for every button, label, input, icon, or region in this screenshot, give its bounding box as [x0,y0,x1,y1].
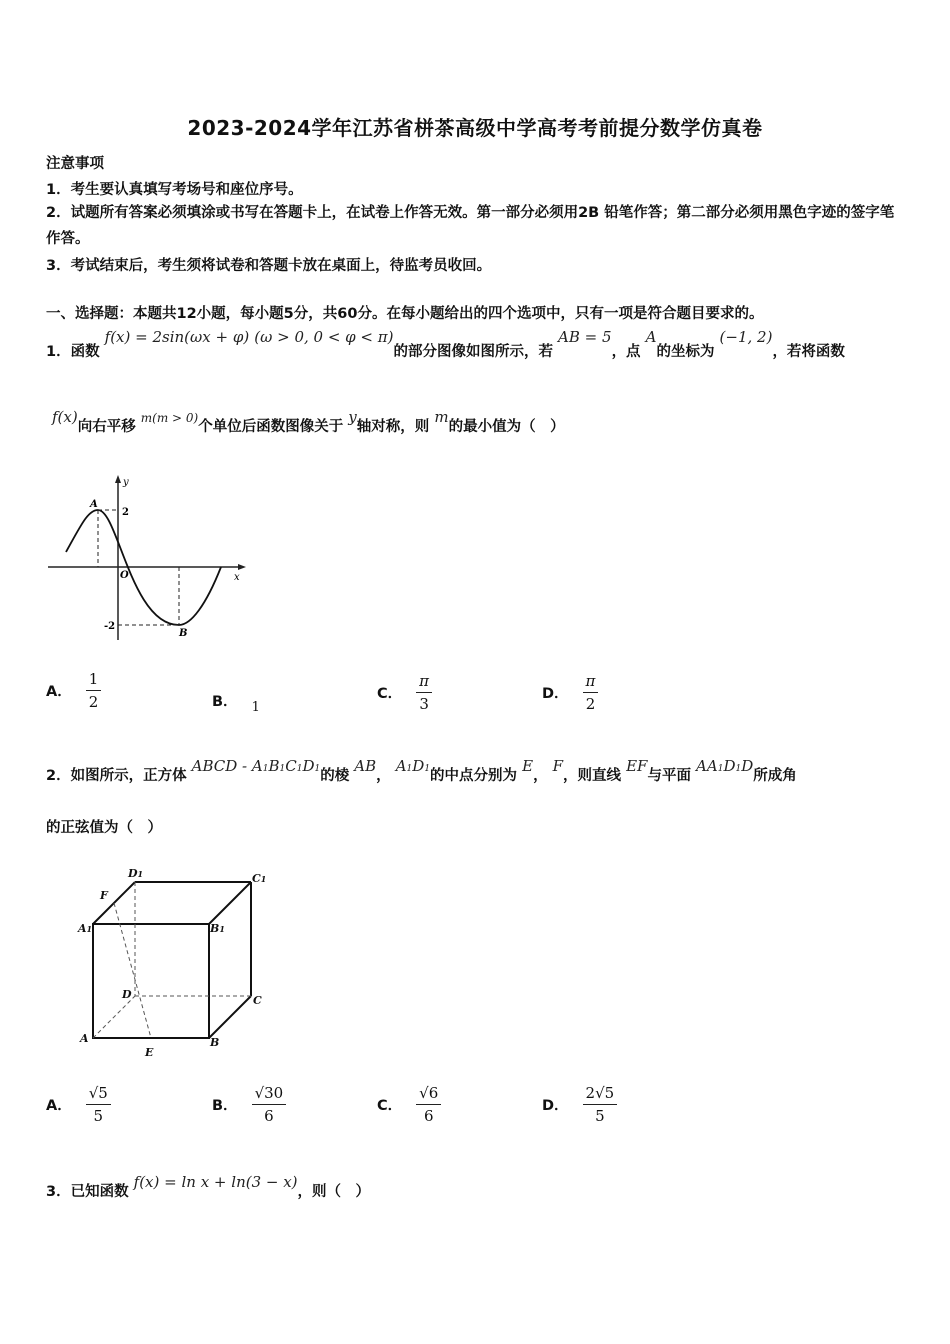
label-a1: A1 [78,922,93,935]
q2-option-d[interactable] [542,1084,617,1125]
q2-option-b[interactable] [212,1084,286,1125]
label-c1: C1 [252,872,267,885]
q2-cube-figure [46,862,286,1062]
option-fraction [416,672,432,713]
option-label: B． [212,1098,238,1114]
q2-plane-text: AA [696,757,718,775]
q1-option-a[interactable] [46,670,101,711]
q1-line-1 [46,328,845,361]
q1-text: 的坐标为 [656,344,715,360]
label-d1: D1 [128,867,144,880]
sub: 1 [314,764,321,774]
q2-option-c[interactable] [377,1084,441,1125]
q3-number: 3．已知函数 [46,1184,129,1200]
graph-y-label: y [123,477,129,488]
option-label: C． [377,1098,403,1114]
q3-line-1 [46,1173,371,1201]
option-label: D． [542,686,569,702]
q3-function: f(x) = ln x + ln(3 − x) [133,1173,298,1191]
q2-f: F [552,757,564,775]
q1-text: 个单位后函数图像关于 [198,419,344,435]
section-header: 一、选择题：本题共12小题，每小题5分，共60分。在每小题给出的四个选项中，只有一项是符合题目要求的。 [46,306,764,322]
q1-m: m [434,408,449,426]
q2-cube-text: D [302,757,315,775]
frac-num: √5 [86,1084,111,1105]
sub: 1 [735,764,742,774]
frac-num: √30 [252,1084,287,1105]
q1-shift: m(m > 0) [140,411,199,425]
option-fraction [86,670,102,711]
q2-cube-text: ABCD - A [191,757,263,775]
option-label: D． [542,1098,569,1114]
frac-den: 2 [88,693,99,711]
q1-function: f(x) = 2sin(ωx + φ) [104,328,250,346]
graph-origin: O [120,570,129,581]
frac-den: 5 [93,1107,104,1125]
q1-text: 轴对称，则 [356,419,430,435]
q1-coord: (−1, 2) [719,328,773,346]
hidden-edge-a-d [93,996,135,1038]
q2-cube-text: C [285,757,297,775]
label-d: D [122,988,132,1001]
q2-text: 的棱 [320,768,350,784]
q1-text: 的部分图像如图所示，若 [393,344,553,360]
option-fraction [583,1084,618,1125]
q1-text: ，点 [611,344,641,360]
q2-text: 与平面 [647,768,691,784]
q1-option-c[interactable] [377,672,432,713]
option-fraction [416,1084,441,1125]
frac-num: 2√5 [583,1084,618,1105]
q1-text: 的最小值为（ ） [448,419,565,435]
q2-a1d1-text: D [412,757,425,775]
label-f: F [100,889,108,902]
q1-option-d[interactable] [542,672,598,713]
frac-num: √6 [416,1084,441,1105]
q2-text: 的中点分别为 [430,768,518,784]
q2-text: ， [376,768,391,784]
note-item-3: 3．考试结束后，考生须将试卷和答题卡放在桌面上，待监考员收回。 [46,258,492,274]
q1-condition: (ω > 0, 0 < φ < π) [254,328,394,346]
sub: 1 [406,764,413,774]
option-fraction [252,1084,287,1125]
q1-sine-graph [46,470,256,650]
q2-text: ， [533,768,548,784]
frac-den: 3 [419,695,429,713]
frac-den: 2 [585,695,596,713]
q2-e: E [522,757,534,775]
q1-fx: f(x) [52,408,78,426]
q2-cube [192,757,321,775]
graph-point-b: B [179,628,188,639]
frac-num: π [583,672,599,693]
sub: 1 [262,764,269,774]
note-item-1: 1．考生要认真填写考场号和座位序号。 [46,182,303,198]
page-title: 2023-2024学年江苏省栟茶高级中学高考考前提分数学仿真卷 [187,116,763,140]
q3-text: ，则（ ） [297,1184,371,1200]
graph-tick-pos: 2 [122,507,129,518]
note-item-2: 2．试题所有答案必须填涂或书写在答题卡上，在试卷上作答无效。第一部分必须用2B 铅笔作答；第二部分必须用黑色字迹的签字笔作答。 [46,205,895,247]
q2-line-2: 的正弦值为（ ） [46,820,162,836]
q1-line-2 [46,408,565,436]
q2-ef: EF [626,757,648,775]
sub: 1 [717,764,724,774]
q2-plane-text: D [723,757,736,775]
q2-ab: AB [354,757,377,775]
q1-text: 向右平移 [77,419,136,435]
graph-tick-neg: -2 [104,621,116,632]
q1-option-b[interactable] [212,690,260,715]
sub: 1 [424,764,431,774]
frac-den: 6 [264,1107,274,1125]
frac-num: 1 [86,670,102,691]
q2-plane [696,757,753,775]
label-b: B [210,1036,220,1049]
label-e: E [145,1046,154,1059]
edge-b1-c1 [209,882,251,924]
q2-a1d1-text: A [395,757,407,775]
frac-num: π [416,672,432,693]
label-c: C [253,994,262,1007]
sub: 1 [296,764,303,774]
q2-option-a[interactable] [46,1084,111,1125]
graph-x-label: x [234,572,240,583]
q1-point-a: A [645,328,657,346]
q2-cube-text: B [268,757,280,775]
q1-y: y [348,408,357,426]
y-axis-arrow [115,475,121,483]
label-a: A [80,1032,89,1045]
option-fraction [583,672,599,713]
frac-den: 6 [423,1107,434,1125]
q1-ab: AB = 5 [558,328,612,346]
frac-den: 5 [595,1107,605,1125]
option-label: B． [212,694,238,710]
option-label: A． [46,684,72,700]
option-label: C． [377,686,403,702]
q2-a1d1 [396,757,430,775]
label-b1: B1 [210,922,225,935]
notes-heading: 注意事项 [46,156,104,172]
q2-number: 2．如图所示，正方体 [46,768,187,784]
sub: 1 [279,764,286,774]
option-fraction [86,1084,111,1125]
option-value: 1 [251,699,260,715]
q2-text: ，则直线 [563,768,622,784]
q2-text: 所成角 [753,768,797,784]
edge-b-c [209,996,251,1038]
option-label: A． [46,1098,72,1114]
graph-point-a: A [90,499,98,510]
q2-plane-text: D [741,757,754,775]
q2-line-1 [46,757,797,785]
x-axis-arrow [238,564,246,570]
q1-number: 1．函数 [46,344,100,360]
q1-text: ，若将函数 [772,344,845,360]
